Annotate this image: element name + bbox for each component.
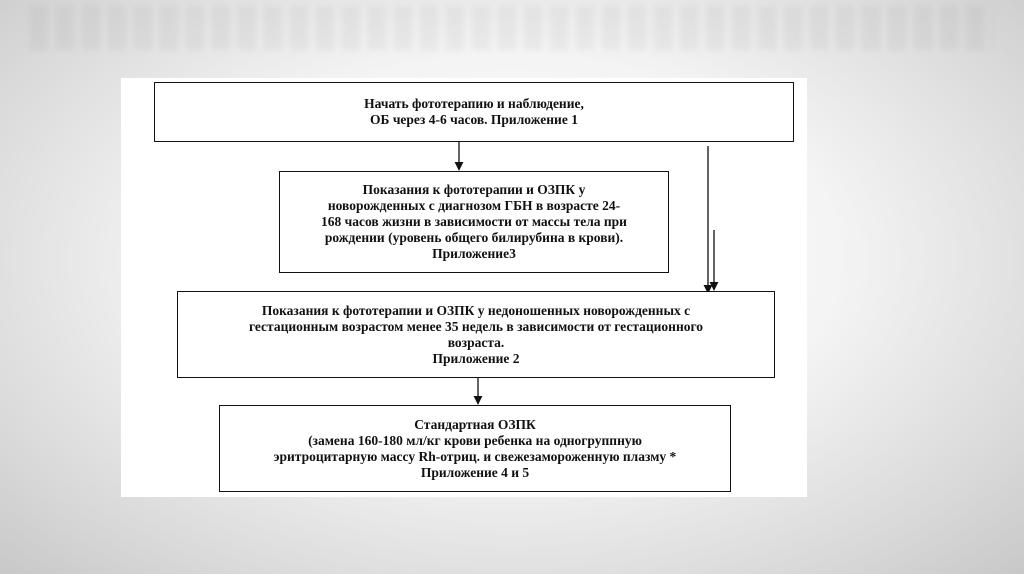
box-line: Показания к фототерапии и ОЗПК у	[362, 182, 586, 197]
blurred-background-text	[30, 6, 994, 50]
box-line: 168 часов жизни в зависимости от массы тела при	[321, 214, 627, 229]
indications-gbn-box	[279, 171, 669, 273]
box-line: возраста.	[447, 334, 505, 350]
box-line: ОБ через 4-6 часов. Приложение 1	[370, 112, 578, 127]
box-line: новорожденных с диагнозом ГБН в возрасте 24-	[327, 198, 621, 213]
box-line: эритроцитарную массу Rh-отриц. и свежезамороженную плазму *	[273, 448, 677, 464]
start-phototherapy-box	[154, 82, 794, 142]
flowchart-slide	[121, 78, 807, 497]
standard-ozpk-box	[219, 405, 731, 492]
box-line: (замена 160-180 мл/кг крови ребенка на одногруппную	[308, 432, 642, 448]
box-line: Приложение 4 и 5	[420, 464, 530, 480]
box-line: Приложение 2	[432, 350, 520, 366]
box-line: Стандартная ОЗПК	[414, 416, 536, 432]
box-line: Начать фототерапию и наблюдение,	[364, 96, 584, 111]
box-line: гестационным возрастом менее 35 недель в зависимости от гестационного	[248, 318, 704, 334]
box-line: рождении (уровень общего билирубина в крови).	[324, 230, 624, 245]
indications-preterm-box	[177, 291, 775, 378]
box-line: Показания к фототерапии и ОЗПК у недоношенных новорожденных с	[261, 302, 691, 318]
box-line: Приложение3	[432, 246, 516, 261]
